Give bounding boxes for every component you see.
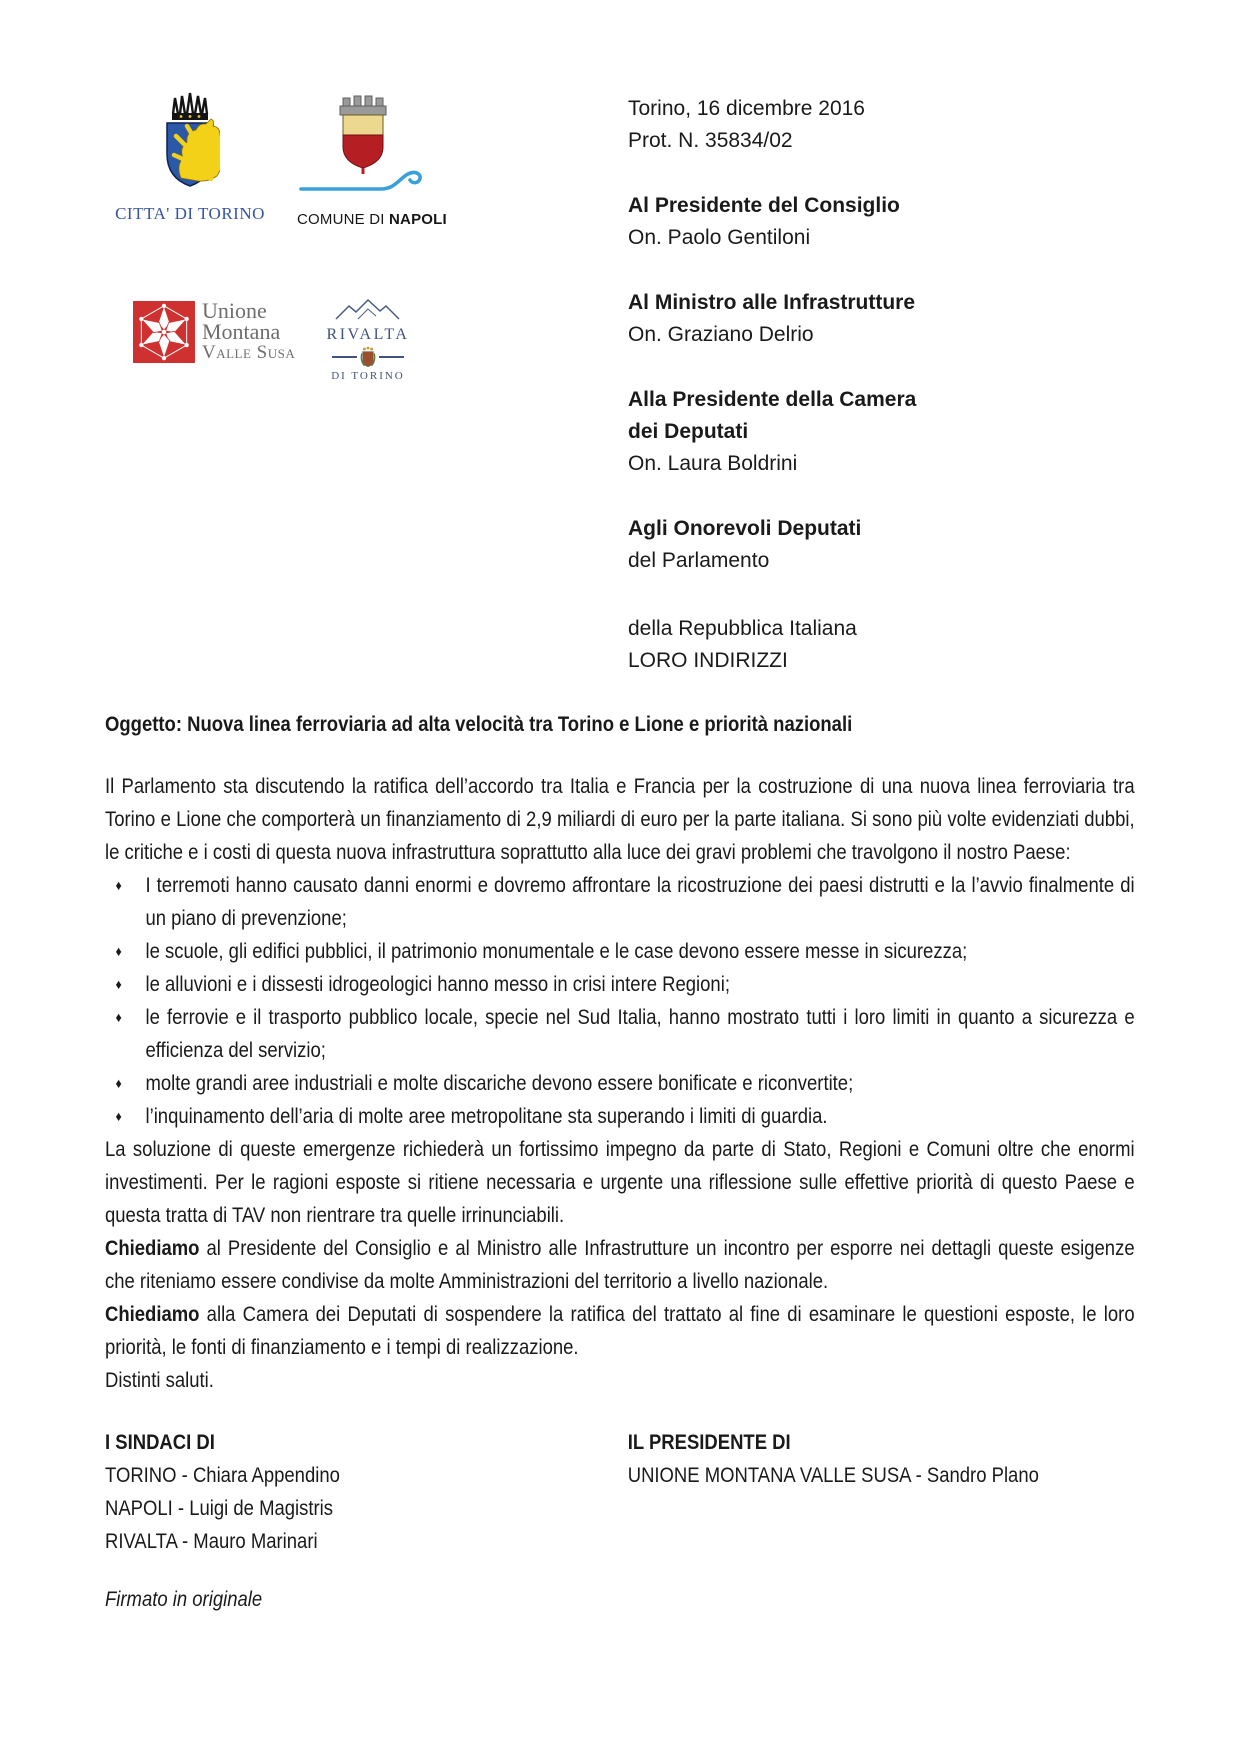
unione-logo-line2: Montana (202, 319, 281, 344)
recipient-group (628, 613, 1128, 677)
rivalta-crest-icon (360, 346, 376, 368)
rivalta-crest-row (318, 346, 418, 368)
recipient-name: On. Laura Boldrini (628, 452, 798, 475)
torino-coat-of-arms-icon (160, 92, 220, 194)
signatures-mayors (105, 1426, 628, 1558)
signed-in-original-note: Firmato in originale (105, 1588, 263, 1611)
bullet-item: ♦ molte grandi aree industriali e molte discariche devono essere bonificate e riconvertite; (105, 1067, 1135, 1100)
recipient-title: Al Ministro alle Infrastrutture (628, 291, 916, 314)
paragraph-request-2 (105, 1298, 1135, 1364)
request-bold-lead: Chiediamo (105, 1303, 200, 1326)
paragraph-intro: Il Parlamento sta discutendo la ratifica dell’accordo tra Italia e Francia per la costruzione di una nuova linea ferroviaria tra Torino e Lione che comporterà un finanziamento di 2,9 miliardi di euro per la parte italiana. Si sono più volte evidenziati dubbi, le critiche e i costi di questa nuova infrastruttura soprattutto alla luce dei gravi problemi che travolgono il nostro Paese: (105, 775, 1135, 864)
recipient-name: On. Paolo Gentiloni (628, 226, 811, 249)
recipient-title: Al Presidente del Consiglio (628, 194, 900, 217)
bullet-item: ♦ le ferrovie e il trasporto pubblico locale, specie nel Sud Italia, hanno mostrato tutti i loro limiti in quanto a sicurezza e efficienza del servizio; (105, 1001, 1135, 1067)
recipient-name: On. Graziano Delrio (628, 323, 814, 346)
logo-citta-di-torino (110, 92, 270, 224)
logo-comune-di-napoli (297, 92, 447, 228)
recipient-group (628, 190, 1128, 254)
recipient-title: Alla Presidente della Camera (628, 388, 917, 411)
request-bold-lead: Chiediamo (105, 1237, 200, 1260)
recipient-name: della Repubblica Italiana (628, 617, 857, 640)
paragraph-request-1 (105, 1232, 1135, 1298)
bullet-item: ♦ I terremoti hanno causato danni enormi e dovremo affrontare la ricostruzione dei paesi distrutti e la l’avvio finalmente di un piano di prevenzione; (105, 869, 1135, 935)
napoli-caption-prefix: COMUNE DI (297, 211, 389, 228)
rivalta-logo-title: RIVALTA (326, 326, 410, 343)
bullet-item: ♦ le scuole, gli edifici pubblici, il patrimonio monumentale e le case devono essere messe in sicurezza; (105, 935, 1135, 968)
subject-line: Oggetto: Nuova linea ferroviaria ad alta velocità tra Torino e Lione e priorità nazionali (105, 713, 853, 736)
recipient-name: LORO INDIRIZZI (628, 649, 788, 672)
protocol-line: Prot. N. 35834/02 (628, 129, 793, 152)
signature-header: I SINDACI DI (105, 1431, 215, 1454)
unione-logo-line3: Valle Susa (202, 342, 296, 363)
rivalta-left-rule (332, 356, 357, 358)
bullet-item: ♦ l’inquinamento dell’aria di molte aree metropolitane sta superando i limiti di guardia. (105, 1100, 1135, 1133)
napoli-caption-bold: NAPOLI (389, 211, 447, 228)
recipient-group (628, 384, 1128, 480)
issues-bullet-list (105, 869, 1135, 1133)
paragraph-conclusion: La soluzione di queste emergenze richiederà un fortissimo impegno da parte di Stato, Regioni e Comuni oltre che enormi investimenti. Per le ragioni esposte si ritiene necessaria e urgente una riflessione sulle effettive priorità di questo Paese e questa tratta di TAV non rientrare tra quelle irrinunciabili. (105, 1138, 1135, 1227)
signature-line: NAPOLI - Luigi de Magistris (105, 1497, 334, 1520)
napoli-coat-of-arms-icon (297, 92, 429, 204)
napoli-logo-caption (297, 211, 447, 228)
unione-star-icon (133, 301, 195, 363)
signature-line: UNIONE MONTANA VALLE SUSA - Sandro Plano (627, 1464, 1039, 1487)
recipient-title: Agli Onorevoli Deputati (628, 517, 862, 540)
rivalta-logo-subtitle: DI TORINO (331, 370, 405, 382)
logo-unione-montana-valle-susa (133, 300, 295, 363)
signature-line: TORINO - Chiara Appendino (105, 1464, 340, 1487)
date-line: Torino, 16 dicembre 2016 (628, 97, 865, 120)
recipient-name: del Parlamento (628, 549, 770, 572)
rivalta-right-rule (379, 356, 404, 358)
rivalta-mountains-icon (335, 299, 401, 320)
logo-rivalta-di-torino (318, 299, 418, 382)
request-text: alla Camera dei Deputati di sospendere la ratifica del trattato al fine di esaminare le questioni esposte, le loro priorità, le fonti di finanziamento e i tempi di realizzazione. (105, 1303, 1135, 1359)
bullet-item: ♦ le alluvioni e i dissesti idrogeologici hanno messo in crisi intere Regioni; (105, 968, 1135, 1001)
signatures-president (628, 1426, 1135, 1558)
torino-logo-caption: CITTA' DI TORINO (115, 204, 265, 223)
signature-block (105, 1426, 1135, 1558)
recipient-title: dei Deputati (628, 420, 749, 443)
recipient-group (628, 513, 1128, 577)
signature-line: RIVALTA - Mauro Marinari (105, 1530, 318, 1553)
recipient-group (628, 287, 1128, 351)
unione-logo-line1: Unione (202, 298, 267, 323)
closing-salutation: Distinti saluti. (105, 1369, 214, 1392)
request-text: al Presidente del Consiglio e al Ministro alle Infrastrutture un incontro per esporre nei dettagli queste esigenze che riteniamo essere condivise da molte Amministrazioni del territorio a livello nazionale. (105, 1237, 1135, 1293)
unione-logo-text (202, 300, 295, 363)
signature-header: IL PRESIDENTE DI (627, 1431, 791, 1454)
letter-body (105, 708, 1135, 1616)
letterhead-right-column (628, 93, 1128, 677)
